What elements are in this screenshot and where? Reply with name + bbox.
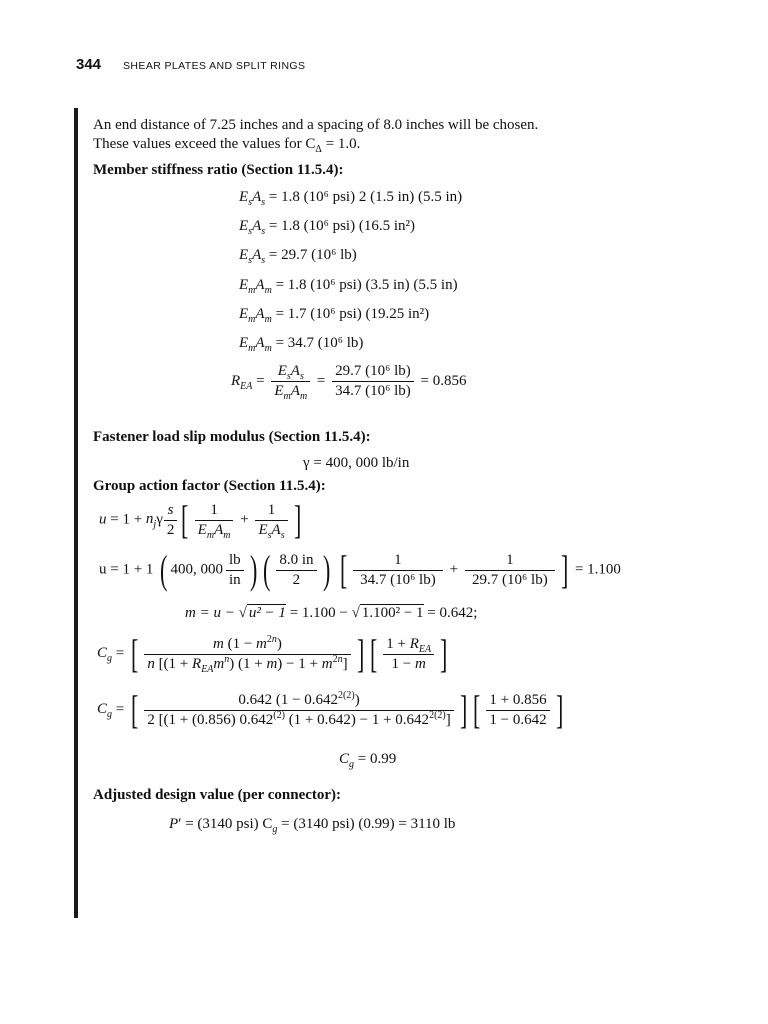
rea-numeric-fraction: $\frac{\text{29.7 (10⁶ lb)}}{\text{34.7 (10⁶ lb)}}$ <box>332 362 414 401</box>
gamma-equation: γ = 400, 000 lb/in <box>303 455 410 471</box>
intro-line-1: An end distance of 7.25 inches and a spacing of 8.0 inches will be chosen. <box>93 117 539 133</box>
adjusted-heading: Adjusted design value (per connector): <box>93 787 342 803</box>
cg-symbolic-equation: $C_g$ = [ $\frac{m (1 - m^{2n})}{n [(1 + R_{EA}m^n) (1 + m) - 1 + m^{2n}]}$ ] [ $\frac{1 + R_{EA}}{1 - m}$ ] <box>97 631 448 676</box>
stiffness-equations <box>93 180 673 268</box>
m-equation: m = u − √ u² − 1 = 1.100 − √ 1.100² − 1 = 0.642; <box>185 605 478 621</box>
cg-result-equation: $C_g = 0.99$ <box>339 751 397 770</box>
eq-emam-2: $E_mA_m = 1.7$ (10⁶ psi) (19.25 in²) <box>239 306 430 325</box>
rea-symbolic-fraction: $\frac{E_sA_s}{E_mA_m}$ <box>271 362 310 401</box>
eq-esas-1: $E_sA_s = 1.8$ (10⁶ psi) 2 (1.5 in) (5.5 in) <box>239 189 463 208</box>
eq-esas-3: $E_sA_s = 29.7$ (10⁶ lb) <box>239 247 357 266</box>
eq-esas-2: $E_sA_s = 1.8$ (10⁶ psi) (16.5 in²) <box>239 218 415 237</box>
running-title: SHEAR PLATES AND SPLIT RINGS <box>123 60 306 72</box>
u-symbolic-equation: $u = 1 + n_j\gamma$ $\frac{s}{2}$ [ $\frac{1}{E_mA_m}$ + $\frac{1}{E_sA_s}$ ] <box>99 497 301 542</box>
rea-result: = 0.856 <box>420 372 467 389</box>
eq-emam-3: $E_mA_m = 34.7$ (10⁶ lb) <box>239 335 364 354</box>
member-equations <box>93 268 673 360</box>
u-numeric-equation: u = 1 + 1 ( 400, 000 $\frac{lb}{in}$ ) ( $\frac{8.0 in}{2}$ ) [ $\frac{1}{\text{34.7 (10⁶ lb)}}$ + $\frac{1}{\text{29.7 (10⁶ lb)}}$ ] = 1.100 <box>99 547 621 592</box>
p-prime-equation: P′ = (3140 psi) $C_g = (3140$ psi) (0.99) = 3110 lb <box>169 816 456 835</box>
running-header <box>76 56 305 76</box>
intro-paragraph <box>93 116 673 154</box>
intro-line-2: These values exceed the values for $C_\Delta = 1.0$. <box>93 136 361 155</box>
group-heading: Group action factor (Section 11.5.4): <box>93 478 326 494</box>
slip-heading: Fastener load slip modulus (Section 11.5.4): <box>93 429 371 445</box>
page-content <box>93 116 673 835</box>
cg-numeric-equation: $C_g$ = [ $\frac{0.642 (1 - 0.642^{2(2)})}{2 [(1 + (0.856) 0.642^{(2)} (1 + 0.642) - 1 + 0.642^{2(2)}]}$ ] [ $\frac{1 + 0.856}{1 - 0.642}$ ] <box>97 687 563 732</box>
page-number: 344 <box>76 56 102 73</box>
stiffness-heading: Member stiffness ratio (Section 11.5.4): <box>93 162 344 178</box>
sidebar-rule <box>74 108 78 918</box>
rea-equation: $R_{EA}$ = $\frac{E_sA_s}{E_mA_m}$ = $\frac{\text{29.7 (10⁶ lb)}}{\text{34.7 (10⁶ lb)}}$ = 0.856 <box>231 363 467 402</box>
eq-emam-1: $E_mA_m = 1.8$ (10⁶ psi) (3.5 in) (5.5 in) <box>239 277 458 296</box>
